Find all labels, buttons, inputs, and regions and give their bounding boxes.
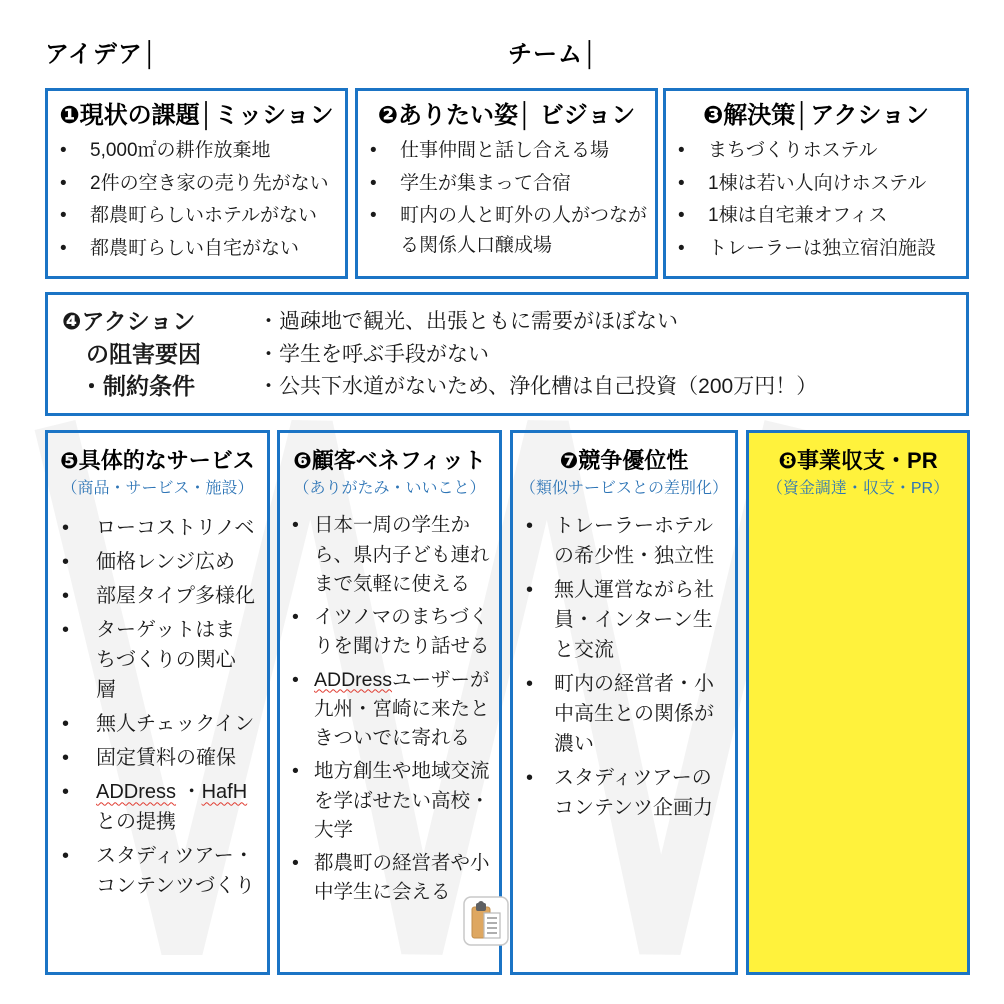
list-item [58, 169, 337, 199]
bullet-icon: • [370, 205, 377, 227]
bullet-icon: • [60, 238, 67, 260]
box-title: ❼競争優位性 [559, 448, 689, 473]
box-subtitle: （資金調達・収支・PR） [766, 479, 950, 497]
list-item-text: イツノマのまちづくりを聞けたり話せる [314, 606, 490, 658]
box-concrete-services [45, 430, 270, 975]
box-current-issues-mission [45, 88, 348, 279]
list-item [58, 136, 337, 166]
box-title: ❺具体的なサービス [60, 448, 255, 473]
list-item-text: 町内の経営者・小中高生との関係が濃い [554, 673, 714, 756]
clipboard-paste-icon[interactable] [463, 896, 509, 946]
list-item-text: 固定賃料の確保 [96, 747, 236, 770]
list-item-text: ・制約条件 [80, 373, 195, 400]
list-item-text: スタディツアー・コンテンツづくり [96, 845, 255, 898]
bullet-icon: • [60, 205, 67, 227]
list-item-text: ・過疎地で観光、出張ともに需要がほぼない [258, 310, 678, 333]
bullet-icon: • [62, 713, 70, 736]
list-item [368, 169, 647, 199]
list-item [258, 306, 958, 339]
box-desired-state-vision [355, 88, 658, 279]
bullet-icon: • [292, 514, 299, 537]
list-item-text: 都農町らしいホテルがない [90, 205, 318, 227]
list-item [368, 136, 647, 166]
bullet-list [48, 513, 267, 901]
bullet-icon: • [292, 852, 299, 875]
list-item [258, 339, 958, 372]
list-item [676, 201, 958, 231]
box-title: ❶現状の課題│ミッション [59, 102, 334, 129]
list-item-text: ・学生を呼ぶ手段がない [258, 342, 489, 366]
spellcheck-underlined-text: HafH [201, 781, 248, 804]
list-item-text: 都農町の経営者や小中学生に会える [314, 852, 490, 904]
list-item [523, 763, 725, 823]
list-item-text: ❹アクション [62, 308, 196, 334]
list-item-text: 地方創生や地域交流を学ばせたい高校・大学 [314, 760, 490, 841]
bullet-icon: • [370, 140, 377, 162]
section-header-idea: アイデア│ [45, 41, 159, 68]
list-item [62, 305, 258, 338]
spellcheck-underlined-text: ADDress [314, 668, 393, 691]
list-item-text: 5,000㎡の耕作放棄地 [90, 140, 271, 162]
list-item-text: 1棟は自宅兼オフィス [708, 205, 888, 227]
list-item-text: ・公共下水道がないため、浄化槽は自己投資（200万円！） [258, 375, 818, 399]
list-item-text: 部屋タイプ多様化 [96, 585, 255, 608]
list-item-text: ローコストリノベ [96, 517, 255, 540]
list-item [523, 575, 725, 665]
bullet-list [358, 136, 655, 261]
bullet-icon: • [678, 140, 685, 162]
list-item [676, 136, 958, 166]
list-item-text: 学生が集まって合宿 [400, 172, 572, 194]
list-item-text: の阻害要因 [86, 340, 201, 367]
list-item-text: 日本一周の学生から、県内子ども連れまで気軽に使える [314, 514, 490, 595]
list-item [523, 669, 725, 759]
list-item-text: 町内の人と町外の人がつながる関係人口醸成場 [400, 205, 648, 257]
list-item-text: トレーラーホテルの希少性・独立性 [554, 515, 714, 568]
list-item-text: 仕事仲間と話し合える場 [400, 140, 610, 162]
box-competitive-advantage [510, 430, 738, 975]
bullet-icon: • [62, 781, 70, 804]
list-item-text: ADDress ・HafH との提携 [96, 781, 248, 834]
list-item-text: スタディツアーのコンテンツ企画力 [554, 767, 713, 820]
bullet-list [48, 136, 345, 264]
box-subtitle: （類似サービスとの差別化） [519, 479, 728, 497]
list-item-text: 1棟は若い人向けホステル [708, 172, 927, 194]
list-item [58, 513, 255, 543]
bullet-icon: • [370, 172, 377, 194]
bullet-icon: • [292, 668, 299, 691]
box-title: ❸解決策│アクション [702, 102, 930, 129]
bullet-icon: • [62, 517, 70, 540]
bullet-icon: • [292, 760, 299, 783]
box-label [62, 305, 258, 405]
list-item-text: まちづくりホステル [708, 140, 878, 162]
list-item-text: ADDressユーザーが九州・宮崎に来たときついでに寄れる [314, 668, 490, 750]
list-item [289, 511, 493, 599]
bullet-icon: • [678, 172, 685, 194]
bullet-list [280, 511, 499, 907]
list-item-text: ターゲットはまちづくりの関心層 [96, 619, 236, 702]
bullet-icon: • [526, 579, 534, 602]
list-item [523, 511, 725, 571]
spellcheck-underlined-text: ADDress [96, 781, 177, 804]
bullet-icon: • [62, 551, 70, 574]
bullet-icon: • [526, 515, 534, 538]
bullet-icon: • [526, 767, 534, 790]
list-item-text: 無人チェックイン [96, 713, 255, 736]
constraint-lines [258, 305, 958, 405]
list-item-text: 2件の空き家の売り先がない [90, 172, 329, 194]
list-item [58, 547, 255, 577]
box-business-balance-pr [746, 430, 970, 975]
list-item [58, 777, 255, 837]
list-item-text: 価格レンジ広め [96, 551, 235, 574]
box-customer-benefit [277, 430, 502, 975]
box-title: ❽事業収支・PR [778, 448, 938, 473]
list-item [368, 201, 647, 260]
box-subtitle: （商品・サービス・施設） [61, 479, 254, 497]
list-item-text: 都農町らしい自宅がない [90, 238, 300, 260]
list-item [58, 201, 337, 231]
list-item [58, 709, 255, 739]
bullet-icon: • [62, 845, 70, 868]
list-item [676, 169, 958, 199]
box-title: ❻顧客ベネフィット [293, 448, 486, 473]
bullet-icon: • [292, 606, 299, 629]
bullet-icon: • [60, 140, 67, 162]
box-obstacles-constraints [45, 292, 969, 416]
list-item [289, 603, 493, 662]
list-item-text: トレーラーは独立宿泊施設 [708, 238, 937, 260]
bullet-icon: • [62, 585, 70, 608]
bullet-icon: • [62, 619, 70, 642]
list-item [289, 666, 493, 754]
box-title: ❷ありたい姿│ ビジョン [377, 102, 636, 129]
list-item [676, 234, 958, 264]
list-item [58, 841, 255, 901]
list-item [289, 757, 493, 845]
list-item [58, 743, 255, 773]
list-item [62, 338, 258, 371]
list-item [58, 234, 337, 264]
bullet-list [513, 511, 735, 823]
list-item [58, 581, 255, 611]
bullet-icon: • [526, 673, 534, 696]
list-item [58, 615, 255, 705]
bullet-icon: • [678, 238, 685, 260]
bullet-icon: • [678, 205, 685, 227]
section-header-team: チーム│ [508, 41, 599, 68]
bullet-icon: • [62, 747, 70, 770]
list-item [258, 371, 958, 404]
box-solutions-action [663, 88, 969, 279]
list-item [62, 370, 258, 403]
box-subtitle: （ありがたみ・いいこと） [293, 479, 486, 497]
bullet-list [666, 136, 966, 264]
bullet-icon: • [60, 172, 67, 194]
list-item-text: 無人運営ながら社員・インターン生と交流 [554, 579, 714, 662]
